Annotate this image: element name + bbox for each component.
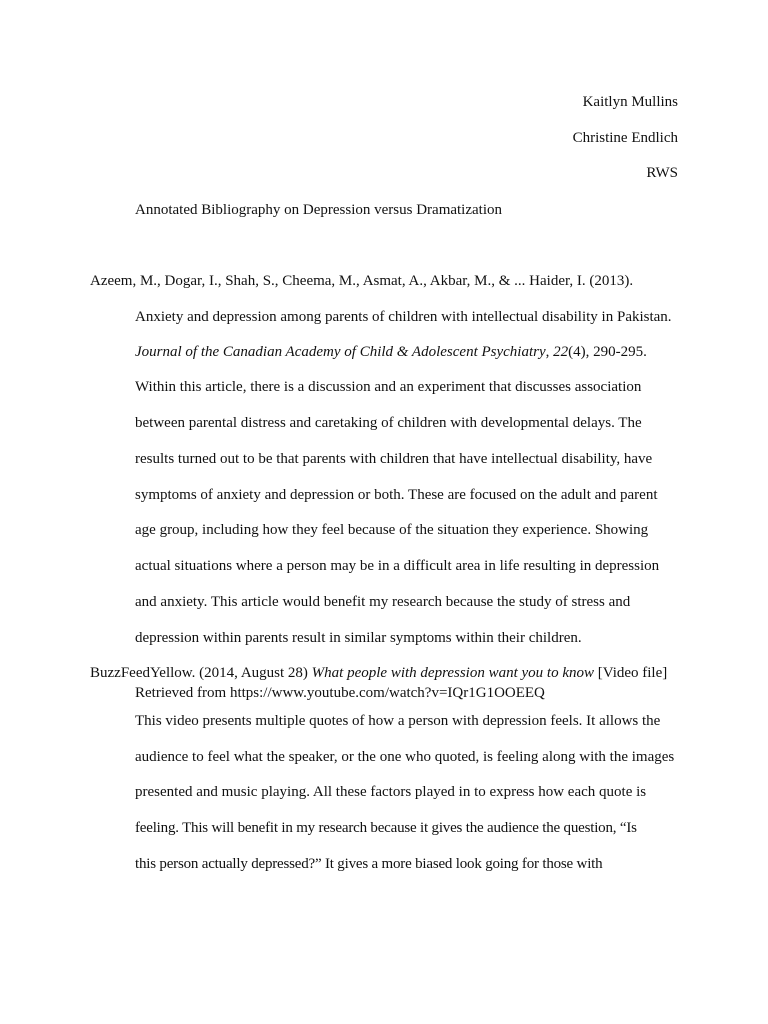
entry1-annotation-line: results turned out to be that parents with children that have intellectual disability, have <box>135 451 653 467</box>
entry1-citation-line3 <box>135 342 647 362</box>
entry2-author-date: BuzzFeedYellow. (2014, August 28) <box>90 665 312 681</box>
student-name: Kaitlyn Mullins <box>582 94 678 110</box>
document-title: Annotated Bibliography on Depression versus Dramatization <box>135 202 503 218</box>
entry1-citation-line1: Azeem, M., Dogar, I., Shah, S., Cheema, M., Asmat, A., Akbar, M., & ... Haider, I. (2013). <box>90 273 634 289</box>
entry2-format: [Video file] <box>594 665 668 681</box>
course-name: RWS <box>646 165 678 181</box>
entry2-annotation-line: This video presents multiple quotes of how a person with depression feels. It allows the <box>135 713 661 729</box>
entry1-annotation-line: Within this article, there is a discussion and an experiment that discusses association <box>135 379 642 395</box>
entry1-annotation-line: depression within parents result in similar symptoms within their children. <box>135 630 582 646</box>
instructor-name: Christine Endlich <box>572 130 678 146</box>
entry1-annotation-line: age group, including how they feel because of the situation they experience. Showing <box>135 522 649 538</box>
entry1-journal-separator: , <box>545 344 554 360</box>
entry2-annotation-line: feeling. This will benefit in my research because it gives the audience the question, “Is <box>135 820 637 836</box>
entry2-annotation-line: audience to feel what the speaker, or the one who quoted, is feeling along with the images <box>135 749 675 765</box>
entry2-annotation-line: this person actually depressed?” It gives a more biased look going for those with <box>135 856 603 872</box>
entry1-annotation-line: between parental distress and caretaking of children with developmental delays. The <box>135 415 642 431</box>
entry1-citation-line2: Anxiety and depression among parents of children with intellectual disability in Pakistan. <box>135 309 672 325</box>
entry2-video-title: What people with depression want you to know <box>311 665 595 681</box>
entry1-journal: Journal of the Canadian Academy of Child & Adolescent Psychiatry <box>135 344 546 360</box>
entry1-annotation-line: actual situations where a person may be in a difficult area in life resulting in depression <box>135 558 660 574</box>
entry1-annotation-line: and anxiety. This article would benefit my research because the study of stress and <box>135 594 631 610</box>
entry2-annotation-line: presented and music playing. All these factors played in to express how each quote is <box>135 784 647 800</box>
entry1-volume: 22 <box>553 344 569 360</box>
entry1-annotation-line: symptoms of anxiety and depression or both. These are focused on the adult and parent <box>135 487 658 503</box>
entry2-retrieved: Retrieved from https://www.youtube.com/watch?v=IQr1G1OOEEQ <box>135 685 545 701</box>
entry1-issue-pages: (4), 290-295. <box>568 344 647 360</box>
entry2-citation-line1 <box>90 663 667 683</box>
